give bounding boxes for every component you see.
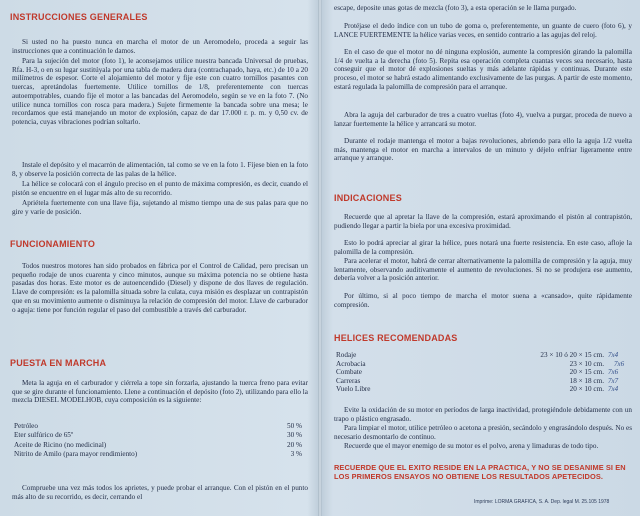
handwritten-note: 7x7	[608, 377, 619, 385]
indicaciones-paragraph-3: Para acelerar el motor, habrá de cerrar alternativamente la palomilla de compresión y la aguja, muy lentamente, observando auditivamente el aumento de revoluciones. Si no se produjera ese aumento, debería volver a la posición anterior.	[334, 257, 632, 283]
left-column	[0, 0, 316, 516]
composition-item: Petróleo 50 %	[14, 422, 302, 430]
composition-item: Nitrito de Amilo (para mayor rendimiento) 3 %	[14, 450, 302, 459]
handwritten-note: 7x6	[608, 368, 619, 376]
handwritten-note: 7x4	[608, 385, 619, 393]
continuation-paragraph-4: Abra la aguja del carburador de tres a cuatro vueltas (foto 4), vuelva a purgar, proceda de nuevo a lanzar fuertemente la hélice y arrancará su motor.	[334, 111, 632, 128]
imprint-line: Imprime: LORMA GRAFICA, S. A. Dep. legal M. 25.105 1978	[474, 499, 610, 505]
continuation-paragraph-1: escape, deposite unas gotas de mezcla (foto 3), a esta operación se le llama purgado.	[334, 4, 577, 12]
handwritten-note: 7x4	[608, 351, 619, 359]
propeller-item: Combate 20 × 15 cm.	[336, 368, 604, 377]
handwritten-note: 7x6	[614, 360, 625, 368]
generales-paragraph-2: Para la sujeción del motor (foto 1), le aconsejamos utilice nuestra bancada Universal de pruebas, Rfa. H-3, o en su lugar sustitúyala por una tabla de madera dura (contrachapado, haya, etc.) de 10 a 20 milímetros de espesor. Corte el alojamiento del motor y fije este con cuatro tornillos pasantes con tuercas, apretándolas fuertemente. Utilice tornillos de 1/8, preferentemente con tuercas autoempotrables, cuando fije el motor a las bancadas del Aeromodelo, según se ve en la foto 7. (No utilice nunca tornillos con rosca para madera.) Sujete firmemente la bancada sobre una mesa; le recordamos que está manejando un motor de explosión, capaz de dar 17.000 r. p. m. y 0,50 cv. de potencia, cuyas vibraciones podrían soltarlo.	[12, 57, 308, 126]
heading-funcionamiento: FUNCIONAMIENTO	[10, 239, 96, 249]
heading-helices-recomendadas: HELICES RECOMENDADAS	[334, 333, 458, 343]
continuation-paragraph-5: Durante el rodaje mantenga el motor a bajas revoluciones, abriendo para ello la aguja 1/2 vuelta más, mantenga el motor en marcha a intervalos de un minuto y déjelo enfriar ligeramente entre arranque y arranque.	[334, 137, 632, 163]
funcionamiento-paragraph: Todos nuestros motores han sido probados en fábrica por el Control de Calidad, pero precisan un pequeño rodaje de unos cuarenta y cinco minutos, aunque su máxima potencia no se obtiene hasta pasadas dos horas. Este motor es de autoencendido (Diesel) y dispone de dos llaves de regulación. Llave de compresión: es la palomilla situada sobre la culata, cuya misión es desplazar un contrapistón que en su movimiento aumente o disminuya la relación de compresión del motor. Llave de carburador o aguja: tiene por función regular el paso del combustible a través del carburador.	[12, 262, 308, 314]
continuation-paragraph-3: En el caso de que el motor no dé ninguna explosión, aumente la compresión girando la palomilla 1/4 de vuelta a la derecha (foto 5). Repita esa operación completa cuantas veces sea necesario, hasta conseguir que el motor dé explosiones sueltas y más adelante rápidas y continuas. Durante este proceso, el motor se habrá estado alimentando exclusivamente de las purgas. A partir de este momento, estará regulada la palomilla de compresión para el arranque.	[334, 48, 632, 91]
composition-item: Aceite de Ricino (no medicinal) 20 %	[14, 440, 302, 449]
propeller-item: Vuelo Libre 20 × 10 cm.	[336, 385, 604, 394]
indicaciones-paragraph-2: Esto lo podrá apreciar al girar la hélice, pues notará una fuerte resistencia. En este caso, afloje la palomilla de la compresión.	[334, 239, 632, 256]
heading-puesta-en-marcha: PUESTA EN MARCHA	[10, 358, 107, 368]
right-column	[324, 0, 640, 516]
generales-paragraph-4: La hélice se colocará con el ángulo preciso en el punto de máxima compresión, es decir, cuando el pistón se encuentre en el lugar más alto de su recorrido.	[12, 180, 308, 197]
propeller-item: Rodaje 23 × 10 ó 20 × 15 cm.	[336, 351, 604, 359]
puesta-after-paragraph: Compruebe una vez más todos los aprietes, y puede probar el arranque. Con el pistón en el punto más alto de su recorrido, es decir, cerrando el	[12, 484, 308, 501]
heading-instrucciones-generales: INSTRUCCIONES GENERALES	[10, 12, 148, 22]
propeller-item: Carreras 18 × 18 cm.	[336, 376, 604, 385]
propeller-item: Acrobacia 23 × 10 cm.	[336, 359, 604, 368]
propeller-list	[336, 351, 604, 394]
indicaciones-paragraph-1: Recuerde que al apretar la llave de la compresión, estará aproximando el pistón al contrapistón, pudiendo llegar a partir la biela por una excesiva proximidad.	[334, 213, 632, 230]
closing-paragraph-2: Para limpiar el motor, utilice petróleo o acetona a presión, secándolo y engrasándolo después. No es necesario desmontarlo de contínuo.	[334, 424, 632, 441]
closing-paragraph-1: Evite la oxidación de su motor en períodos de larga inactividad, protegiéndole debidamente con un trapo o plástico engrasado.	[334, 406, 632, 423]
generales-paragraph-1: Si usted no ha puesto nunca en marcha el motor de un Aeromodelo, proceda a seguir las instrucciones que a continuación le damos.	[12, 38, 308, 55]
puesta-paragraph: Meta la aguja en el carburador y ciérrela a tope sin forzarla, ajustando la tuerca freno para evitar que se gire durante el funcionamiento. Llene a continuación el depósito (foto 2), utilizando para ello la mezcla DIESEL MODELHOB, cuya composición es la siguiente:	[12, 379, 308, 405]
paper-fold	[318, 0, 322, 516]
generales-paragraph-5: Apriétela fuertemente con una llave fija, sujetando al mismo tiempo una de sus palas para que no gire y varíe de posición.	[12, 199, 308, 216]
generales-paragraph-3: Instale el depósito y el macarrón de alimentación, tal como se ve en la foto 1. Fíjese bien en la foto 8, y observe la posición correcta de las palas de la hélice.	[12, 161, 308, 178]
continuation-paragraph-2: Protéjase el dedo índice con un tubo de goma o, preferentemente, un guante de cuero (foto 6), y LANCE FUERTEMENTE la hélice varias veces, en sentido contrario a las agujas del reloj.	[334, 22, 632, 39]
success-reminder: RECUERDE QUE EL EXITO RESIDE EN LA PRACTICA, Y NO SE DESANIME SI EN LOS PRIMEROS ENSAYOS NO OBTIENE LOS RESULTADOS APETECIDOS.	[334, 463, 626, 481]
composition-item: Eter sulfúrico de 65º 30 %	[14, 431, 302, 440]
closing-paragraph-3: Recuerde que el mayor enemigo de su motor es el polvo, arena y limaduras de todo tipo.	[344, 442, 599, 450]
heading-indicaciones: INDICACIONES	[334, 193, 402, 203]
indicaciones-paragraph-4: Por último, si al poco tiempo de marcha el motor suena a «cansado», quite rápidamente compresión.	[334, 292, 632, 309]
composition-list	[14, 422, 306, 460]
